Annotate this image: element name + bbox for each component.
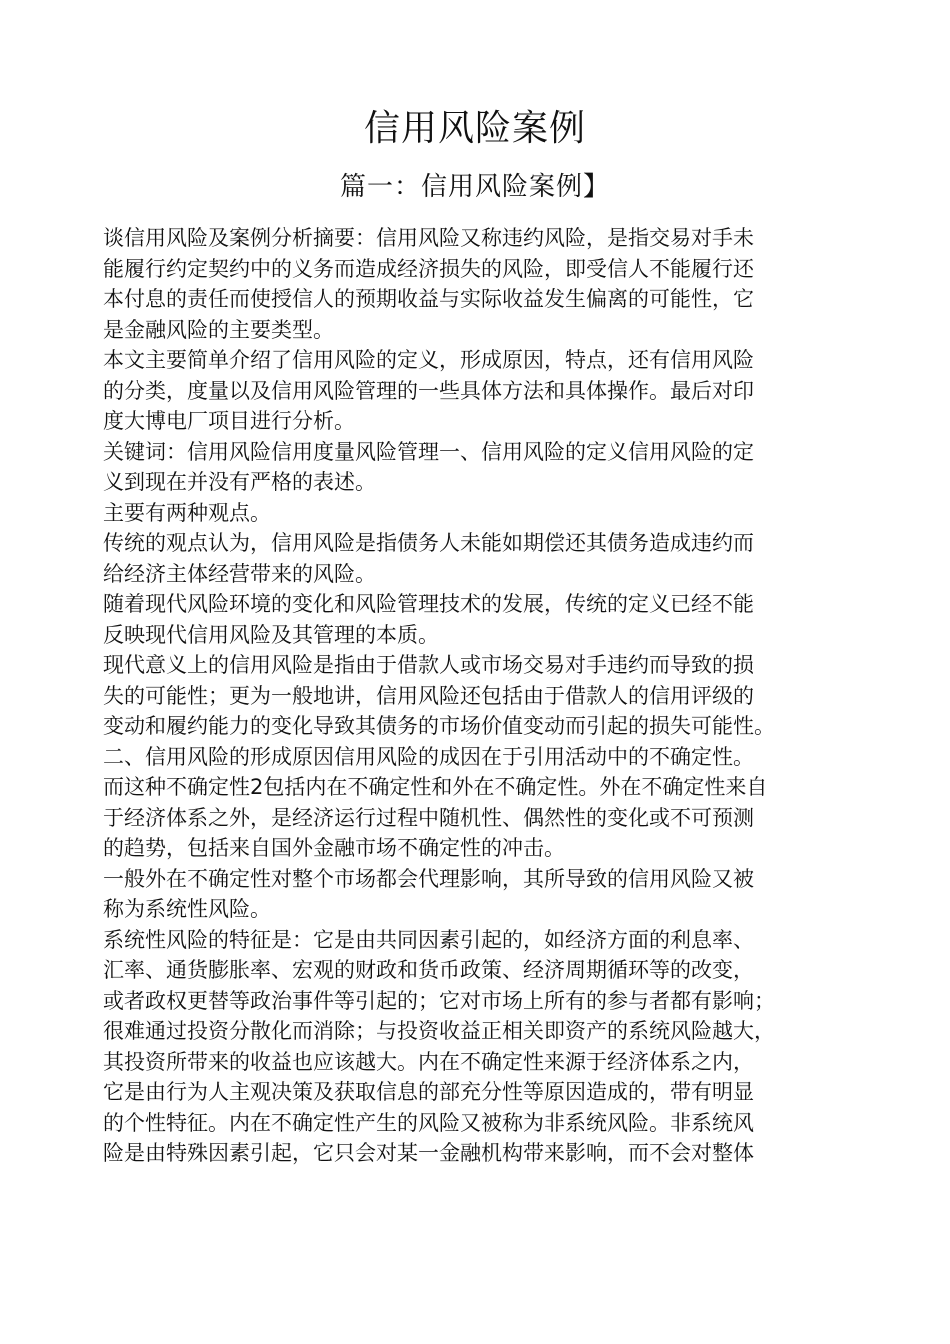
body-text-line: 义到现在并没有严格的表述。 [103, 470, 376, 494]
document-subtitle: 篇一：信用风险案例】 [339, 172, 610, 202]
body-text-line: 的趋势，包括来自国外金融市场不确定性的冲击。 [103, 836, 565, 860]
body-text-line: 本文主要简单介绍了信用风险的定义，形成原因，特点，还有信用风险 [103, 348, 754, 372]
body-text-line: 其投资所带来的收益也应该越大。内在不确定性来源于经济体系之内， [103, 1049, 754, 1074]
body-text-line: 随着现代风险环境的变化和风险管理技术的发展，传统的定义已经不能 [103, 592, 754, 616]
body-text-line: 的分类，度量以及信用风险管理的一些具体方法和具体操作。最后对印 [103, 378, 754, 403]
body-text-line: 险是由特殊因素引起，它只会对某一金融机构带来影响，而不会对整体 [103, 1141, 754, 1165]
body-text-line: 能履行约定契约中的义务而造成经济损失的风险，即受信人不能履行还 [103, 256, 754, 281]
body-text-line: 关键词：信用风险信用度量风险管理一、信用风险的定义信用风险的定 [103, 439, 754, 464]
document-title: 信用风险案例 [363, 108, 586, 149]
body-text-line: 度大博电厂项目进行分析。 [103, 409, 355, 433]
body-text-line: 或者政权更替等政治事件等引起的；它对市场上所有的参与者都有影响； [103, 988, 775, 1013]
body-text-line: 给经济主体经营带来的风险。 [103, 561, 376, 586]
body-text-line: 主要有两种观点。 [103, 500, 271, 525]
body-text-line: 反映现代信用风险及其管理的本质。 [103, 622, 439, 647]
body-text-line: 称为系统性风险。 [103, 897, 271, 921]
body-text-line: 很难通过投资分散化而消除；与投资收益正相关即资产的系统风险越大， [103, 1019, 775, 1043]
body-text-line: 于经济体系之外，是经济运行过程中随机性、偶然性的变化或不可预测 [103, 805, 754, 830]
body-text-line: 二、信用风险的形成原因信用风险的成因在于引用活动中的不确定性。 [103, 744, 754, 769]
document-body [103, 223, 855, 1169]
body-text-line: 现代意义上的信用风险是指由于借款人或市场交易对手违约而导致的损 [103, 653, 754, 677]
body-text-line: 传统的观点认为，信用风险是指债务人未能如期偿还其债务造成违约而 [103, 531, 754, 555]
body-text-line: 而这种不确定性2包括内在不确定性和外在不确定性。外在不确定性来自 [103, 775, 768, 799]
body-text-line: 系统性风险的特征是：它是由共同因素引起的，如经济方面的利息率、 [103, 927, 754, 952]
body-text-line: 是金融风险的主要类型。 [103, 317, 334, 342]
body-text-line: 它是由行为人主观决策及获取信息的部充分性等原因造成的，带有明显 [103, 1080, 754, 1104]
body-text-line: 变动和履约能力的变化导致其债务的市场价值变动而引起的损失可能性。 [103, 714, 775, 738]
body-text-line: 本付息的责任而使授信人的预期收益与实际收益发生偏离的可能性，它 [103, 287, 754, 311]
body-text-line: 谈信用风险及案例分析摘要：信用风险又称违约风险，是指交易对手未 [103, 226, 754, 250]
body-text-line: 一般外在不确定性对整个市场都会代理影响，其所导致的信用风险又被 [103, 866, 754, 891]
body-text-line: 汇率、通货膨胀率、宏观的财政和货币政策、经济周期循环等的改变， [103, 958, 754, 982]
body-text-line: 失的可能性；更为一般地讲，信用风险还包括由于借款人的信用评级的 [103, 683, 754, 708]
body-text-line: 的个性特征。内在不确定性产生的风险又被称为非系统风险。非系统风 [103, 1110, 754, 1135]
